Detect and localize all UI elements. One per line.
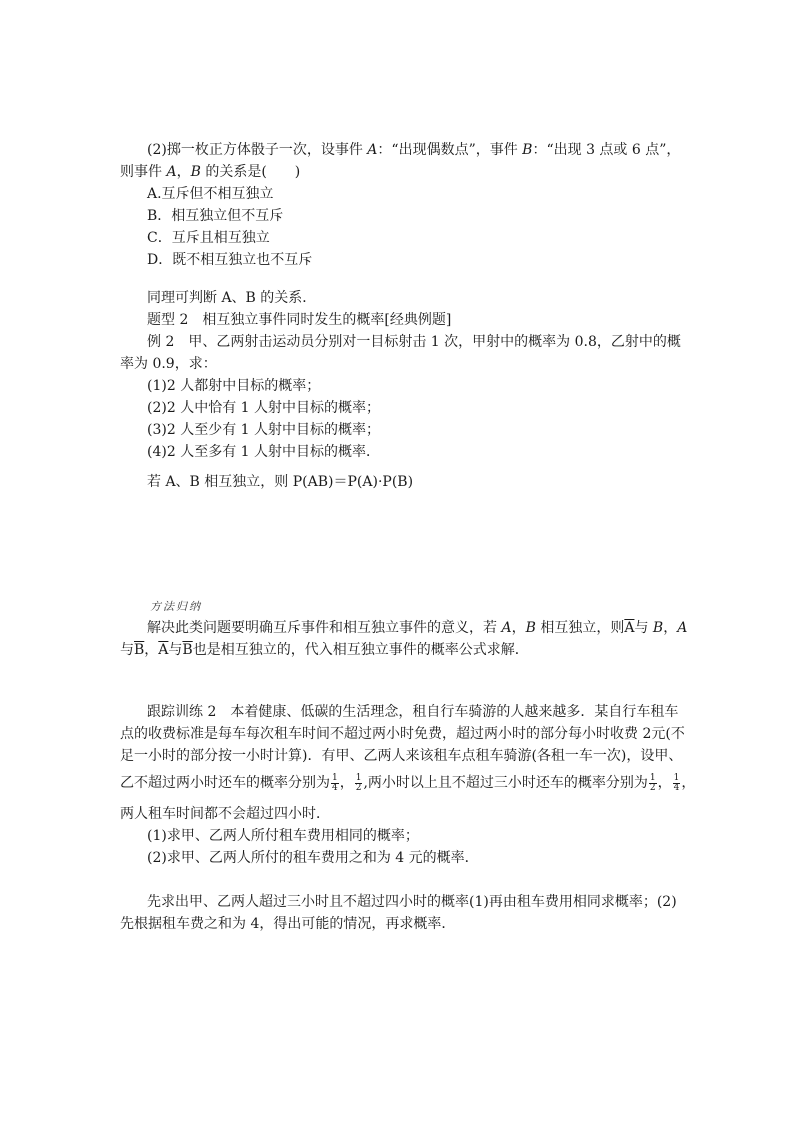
hint-3-line-2: 先根据租车费之和为 4，得出可能的情况，再求概率． [120,916,456,932]
method-text: 与 [634,620,653,636]
method-text: 与 [168,642,183,658]
fraction-numerator: 1 [673,772,680,783]
method-line-1 [147,618,687,638]
fraction-one-quarter [331,774,339,793]
option-d: D．既不相互独立也不互斥 [147,252,313,268]
q2-text: ：“出现偶数点”，事件 [377,142,523,158]
q2-text: ， [176,164,191,180]
method-line-2 [120,640,529,660]
fraction-denominator: 2 [355,782,362,793]
practice-2-line-4 [120,773,695,793]
question-2-line-1 [147,140,680,160]
event-a-var: A [677,620,688,636]
topic-heading: 题型 2 相互独立事件同时发生的概率[经典例题] [147,312,452,328]
fraction-numerator: 1 [649,772,656,783]
practice-text: ,两小时以上且不超过三小时还车的概率分别为 [363,775,648,791]
fraction-one-half [355,774,363,793]
fraction-denominator: 4 [673,782,680,793]
example-2-item-4: (4)2 人至多有 1 人射中目标的概率． [147,444,380,460]
question-2-line-2 [120,162,300,182]
fraction-denominator: 2 [649,782,656,793]
fraction-denominator: 4 [332,782,338,793]
option-b: B．相互独立但不互斥 [147,208,284,224]
hint-line: 同理可判断 A、B 的关系． [147,290,317,306]
event-a-var: A [367,142,378,158]
example-2-item-3: (3)2 人至少有 1 人射中目标的概率； [147,422,380,438]
hint-3-line-1: 先求出甲、乙两人超过三小时且不超过四小时的概率(1)再由租车费用相同求概率；(2) [147,894,677,910]
event-a-var: A [166,164,177,180]
practice-2-line-1: 跟踪训练 2 本着健康、低碳的生活理念，租自行车骑游的人越来越多．某自行车租车 [147,704,679,720]
method-text: ， [144,642,159,658]
practice-2-line-2: 点的收费标准是每车每次租车时间不超过两小时免费，超过两小时的部分每小时收费 2元(不 [120,726,685,742]
fraction-one-quarter [673,774,681,793]
method-text: 与 [120,642,134,658]
q2-text: (2)掷一枚正方体骰子一次，设事件 [147,142,368,158]
practice-text: ， [657,775,672,791]
a-complement: $\overline{A}$ [158,642,169,658]
method-text: 解决此类问题要明确互斥事件和相互独立事件的意义，若 [147,620,502,636]
method-heading: 方法归纳 [150,600,202,613]
practice-2-line-3: 足一小时的部分按一小时计算)．有甲、乙两人来该租车点租车骑游(各租一车一次)，设甲、 [120,748,683,764]
example-2-item-1: (1)2 人都射中目标的概率； [147,378,321,394]
method-text: ， [511,620,526,636]
event-b-var: B [190,164,201,180]
fraction-numerator: 1 [332,772,338,783]
practice-text: ， [681,775,696,791]
practice-2-item-2: (2)求甲、乙两人所付的租车费用之和为 4 元的概率． [147,850,479,866]
practice-2-line-5: 两人租车时间都不会超过四小时． [120,806,330,822]
q2-text: 的关系是( ) [200,164,301,180]
event-a-var: A [501,620,512,636]
practice-text: 乙不超过两小时还车的概率分别为 [120,775,330,791]
option-c: C．互斥且相互独立 [147,230,270,246]
example-2-item-2: (2)2 人中恰有 1 人射中目标的概率； [147,400,380,416]
q2-text: ：“出现 3 点或 6 点”， [532,142,681,158]
q2-text: 则事件 [120,164,167,180]
a-complement: $\overline{A}$ [624,620,635,636]
practice-text: ， [339,775,354,791]
b-complement: $\overline{B}$ [134,642,145,658]
method-text: 相互独立，则 [535,620,625,636]
event-b-var: B [522,142,533,158]
example-2-line-2: 率为 0.9，求： [120,356,217,372]
fraction-one-half [649,774,657,793]
formula-hint: 若 A、B 相互独立，则 P(AB)＝P(A)·P(B) [147,474,414,490]
fraction-numerator: 1 [355,772,362,783]
practice-2-item-1: (1)求甲、乙两人所付租车费用相同的概率； [147,828,419,844]
method-text: 也是相互独立的，代入相互独立事件的概率公式求解． [192,642,529,658]
example-2-line-1: 例 2 甲、乙两射击运动员分别对一目标射击 1 次，甲射中的概率为 0.8，乙射中的概 [147,334,681,350]
event-b-var: B [652,620,664,636]
option-a: A.互斥但不相互独立 [147,186,274,202]
event-b-var: B [525,620,536,636]
b-complement: $\overline{B}$ [182,642,193,658]
method-text: ， [663,620,678,636]
